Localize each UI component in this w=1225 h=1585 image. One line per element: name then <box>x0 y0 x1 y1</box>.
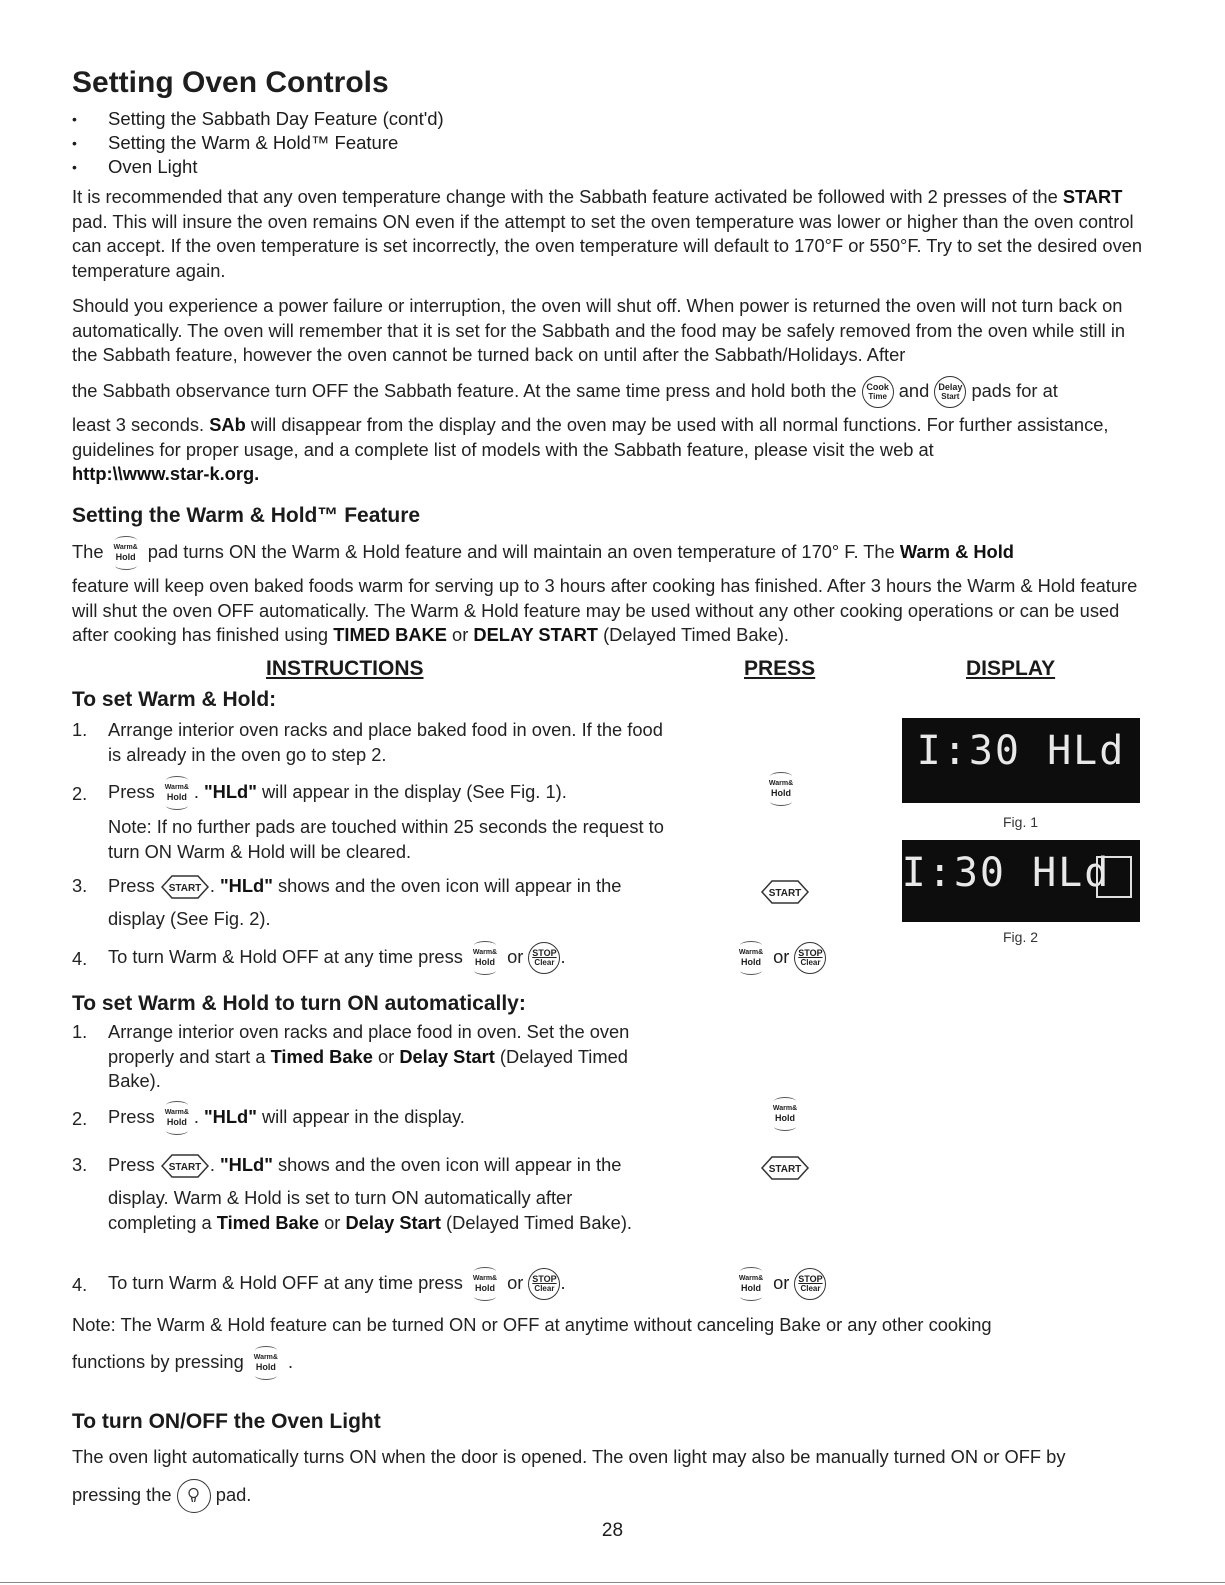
press-warm-hold-or-stop: Warm& Hold or STOP Clear <box>734 941 826 975</box>
press-column-header: PRESS <box>744 657 816 680</box>
step-item: 4. To turn Warm & Hold OFF at any time press Warm& Hold or STOP Clear . <box>72 1267 672 1301</box>
step-item: 1. Arrange interior oven racks and place food in oven. Set the oven properly and start a Timed Bake or Delay Start (Delayed Timed Bake). <box>72 1021 630 1091</box>
paragraph-power-failure: Should you experience a power failure or interruption, the oven will shut off. When power is returned the oven will not turn back on automatically. The oven will remember that it is set for the Sabbath and the food may be safely removed from the oven while still in the Sabbath feature, however the oven cannot be turned back on until after the Sabbath/Holidays. After <box>72 295 1126 365</box>
oven-light-heading: To turn ON/OFF the Oven Light <box>72 1410 381 1433</box>
note-line-end: functions by pressing Warm& Hold . <box>72 1346 1152 1380</box>
svg-text:START: START <box>768 1164 802 1175</box>
stop-clear-pad-icon: STOP Clear <box>794 942 826 974</box>
press-start <box>760 879 810 910</box>
bullet-item: • Oven Light <box>72 155 444 179</box>
fig1-caption: Fig. 1 <box>1003 814 1039 830</box>
svg-text:START: START <box>168 883 202 895</box>
step-item: 1. Arrange interior oven racks and place baked food in oven. If the food is already in the oven go to step 2. <box>72 719 663 765</box>
cook-time-pad-icon: Cook Time <box>862 376 894 408</box>
warm-hold-pad-icon: Warm& Hold <box>734 1267 768 1301</box>
warm-hold-pad-icon: Warm& Hold <box>734 941 768 975</box>
page-number: 28 <box>601 1520 624 1541</box>
light-bulb-pad-icon <box>177 1479 211 1513</box>
start-pad-icon <box>160 1153 210 1179</box>
bullet-item: • Setting the Sabbath Day Feature (cont'd) <box>72 107 444 131</box>
oven-light-para: The oven light automatically turns ON when the door is opened. The oven light may also be manually turned ON or OFF by <box>72 1446 1066 1467</box>
warm-hold-heading: Setting the Warm & Hold™ Feature <box>72 504 421 527</box>
step-item: 3. Press START . "HLd" shows and the oven icon will appear in the <box>72 874 672 900</box>
warm-hold-pad-icon: Warm& Hold <box>249 1346 283 1380</box>
stop-clear-pad-icon: STOP Clear <box>794 1268 826 1300</box>
delay-start-pad-icon: Delay Start <box>934 376 966 408</box>
press-start <box>760 1155 810 1186</box>
stop-clear-pad-icon: STOP Clear <box>528 1268 560 1300</box>
fig2-caption: Fig. 2 <box>1003 929 1039 945</box>
start-pad-icon <box>760 879 810 905</box>
warm-hold-pad-icon: Warm& Hold <box>109 536 143 570</box>
paragraph-power-failure-line: the Sabbath observance turn OFF the Sabbath feature. At the same time press and hold both the Cook Time and Delay Start pads for at <box>72 376 1152 408</box>
start-pad-icon <box>760 1155 810 1181</box>
page-title: Setting Oven Controls <box>72 66 389 99</box>
paragraph-power-failure-end: least 3 seconds. SAb will disappear from the display and the oven may be used with all normal functions. For further assistance, guidelines for proper usage, and a complete list of models with the Sabbath feature, please visit the web at http:\\www.star-k.org. <box>72 414 1109 484</box>
bullet-item: • Setting the Warm & Hold™ Feature <box>72 131 444 155</box>
paragraph-sabbath-temp: It is recommended that any oven temperature change with the Sabbath feature activated be followed with 2 presses of the START pad. This will insure the oven remains ON even if the attempt to set the oven temperature was lower or higher than the oven control can accept. If the oven temperature is set incorrectly, the oven temperature will default to 170°F or 550°F. Try to set the desired oven temperature again. <box>72 186 1143 281</box>
press-warm-hold-or-stop: Warm& Hold or STOP Clear <box>734 1267 826 1301</box>
step-item: 2. Press Warm& Hold . "HLd" will appear in the display. <box>72 1101 672 1135</box>
svg-text:START: START <box>168 1162 202 1174</box>
svg-text:START: START <box>768 888 802 899</box>
step-item-continued: display. Warm & Hold is set to turn ON automatically after completing a Timed Bake or Delay Start (Delayed Timed Bake). <box>108 1187 632 1233</box>
bullet-list <box>72 107 444 179</box>
warm-hold-pad-icon: Warm& Hold <box>764 772 798 806</box>
oven-light-para-end: pressing the pad. <box>72 1479 1152 1513</box>
star-k-url: http:\\www.star-k.org. <box>72 463 260 484</box>
step-item: 3. Press START . "HLd" shows and the oven icon will appear in the <box>72 1153 672 1179</box>
section-heading-auto: To set Warm & Hold to turn ON automatically: <box>72 992 526 1015</box>
warm-hold-pad-icon: Warm& Hold <box>160 1101 194 1135</box>
stop-clear-pad-icon: STOP Clear <box>528 942 560 974</box>
warm-hold-intro-line: The Warm& Hold pad turns ON the Warm & Hold feature and will maintain an oven temperature of 170° F. The Warm & Hold <box>72 536 1152 570</box>
step-item-continued: display (See Fig. 2). <box>108 908 271 929</box>
warm-hold-pad-icon: Warm& Hold <box>468 1267 502 1301</box>
instructions-column-header: INSTRUCTIONS <box>266 657 424 680</box>
warm-hold-pad-icon: Warm& Hold <box>160 776 194 810</box>
oven-icon <box>1096 856 1132 898</box>
note-line: Note: The Warm & Hold feature can be turned ON or OFF at anytime without canceling Bake or any other cooking <box>72 1314 992 1335</box>
page-bottom-rule <box>0 1582 1225 1583</box>
start-pad-icon <box>160 874 210 900</box>
step-item: 4. To turn Warm & Hold OFF at any time press Warm& Hold or STOP Clear . <box>72 941 672 975</box>
press-warm-hold <box>768 1097 802 1131</box>
display-column-header: DISPLAY <box>966 657 1056 680</box>
step-note: Note: If no further pads are touched within 25 seconds the request to turn ON Warm & Hold will be cleared. <box>108 816 664 862</box>
warm-hold-intro-para: feature will keep oven baked foods warm for serving up to 3 hours after cooking has finished. After 3 hours the Warm & Hold feature will shut the oven OFF automatically. The Warm & Hold feature may be used without any other cooking operations or can be used after cooking has finished using TIMED BAKE or DELAY START (Delayed Timed Bake). <box>72 575 1138 645</box>
display-fig2: I:30 HLd <box>902 840 1140 922</box>
step-item: 2. Press Warm& Hold . "HLd" will appear in the display (See Fig. 1). <box>72 776 672 810</box>
warm-hold-pad-icon: Warm& Hold <box>468 941 502 975</box>
display-fig1: I:30 HLd <box>902 718 1140 803</box>
warm-hold-pad-icon: Warm& Hold <box>768 1097 802 1131</box>
press-warm-hold <box>764 772 798 806</box>
section-heading-set-warm-hold: To set Warm & Hold: <box>72 688 277 711</box>
